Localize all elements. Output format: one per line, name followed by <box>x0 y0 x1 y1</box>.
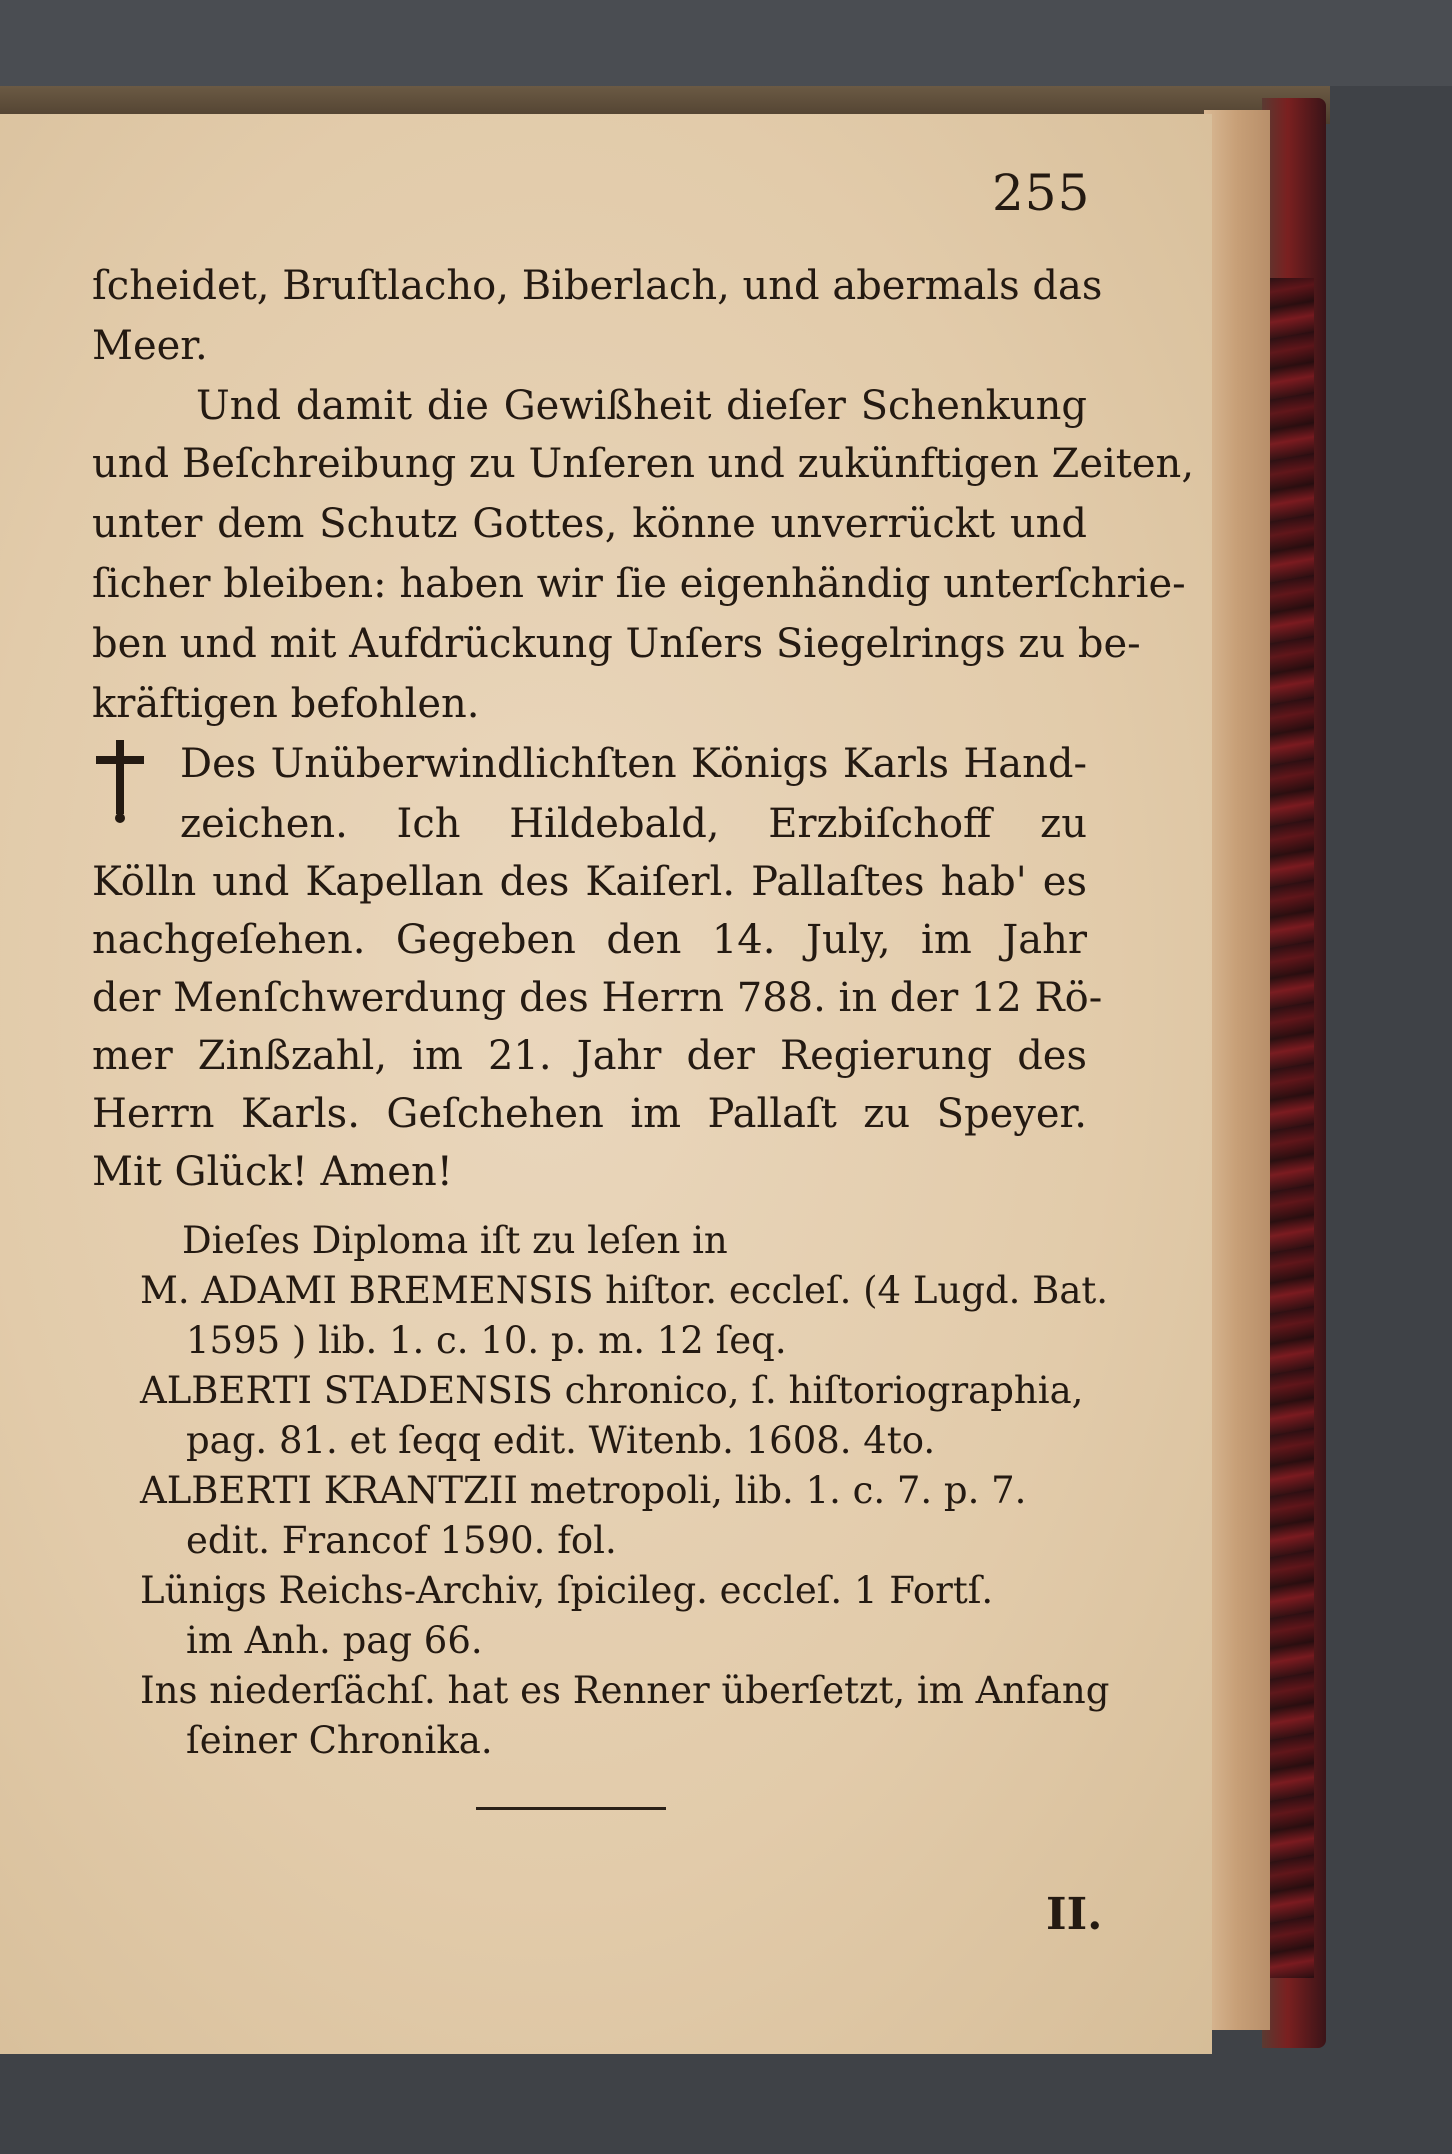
reference-line: ALBERTI KRANTZII metropoli, lib. 1. c. 7. p. 7. <box>140 1469 1027 1512</box>
reference-line: 1595 ) lib. 1. c. 10. p. m. 12 ſeq. <box>186 1319 787 1362</box>
reference-line: ſeiner Chronika. <box>186 1719 493 1762</box>
catchword: II. <box>1046 1889 1103 1940</box>
body-line: unter dem Schutz Gottes, könne unverrückt und <box>92 501 1087 547</box>
reference-line: ALBERTI STADENSIS chronico, ſ. hiſtoriographia, <box>140 1369 1084 1412</box>
body-line: Und damit die Gewißheit dieſer Schenkung <box>196 383 1087 429</box>
body-line: ſcheidet, Bruſtlacho, Biberlach, und abermals das <box>92 263 1103 309</box>
book-binding-right <box>1262 98 1326 2048</box>
signature-line: mer Zinßzahl, im 21. Jahr der Regierung des <box>92 1033 1087 1079</box>
reference-line: im Anh. pag 66. <box>186 1619 483 1662</box>
body-line: Meer. <box>92 323 208 369</box>
section-divider <box>476 1807 666 1810</box>
body-line: ben und mit Aufdrückung Unſers Siegelrings zu be- <box>92 621 1141 667</box>
page-number: 255 <box>992 164 1091 222</box>
signature-line: nachgeſehen. Gegeben den 14. July, im Jahr <box>92 917 1087 963</box>
signature-line: zeichen. Ich Hildebald, Erzbiſchoff zu <box>180 801 1087 847</box>
reference-line: edit. Francof 1590. fol. <box>186 1519 617 1562</box>
book-page <box>0 114 1212 2054</box>
signature-line: Des Unüberwindlichſten Königs Karls Hand- <box>180 741 1087 787</box>
signature-line: Herrn Karls. Geſchehen im Pallaſt zu Speyer. <box>92 1091 1087 1137</box>
signature-line: Kölln und Kapellan des Kaiſerl. Pallaſtes hab' es <box>92 859 1087 905</box>
background-top <box>0 0 1452 86</box>
reference-line: Lünigs Reichs-Archiv, ſpicileg. eccleſ. 1 Fortſ. <box>140 1569 994 1612</box>
reference-intro: Dieſes Diploma iſt zu leſen in <box>182 1219 728 1262</box>
reference-line: pag. 81. et ſeqq edit. Witenb. 1608. 4to. <box>186 1419 936 1462</box>
marbled-cover <box>1270 278 1314 1978</box>
reference-line: M. ADAMI BREMENSIS hiſtor. eccleſ. (4 Lugd. Bat. <box>140 1269 1109 1312</box>
cross-icon <box>92 734 148 824</box>
body-line: ſicher bleiben: haben wir ſie eigenhändig unterſchrie- <box>92 561 1186 607</box>
reference-line: Ins niederſächſ. hat es Renner überſetzt, im Anfang <box>140 1669 1110 1712</box>
body-line: und Beſchreibung zu Unſeren und zukünftigen Zeiten, <box>92 441 1195 487</box>
signature-line: der Menſchwerdung des Herrn 788. in der 12 Rö- <box>92 975 1103 1021</box>
body-line: kräftigen befohlen. <box>92 681 480 727</box>
page-edges <box>1204 110 1270 2030</box>
signature-line: Mit Glück! Amen! <box>92 1149 453 1195</box>
